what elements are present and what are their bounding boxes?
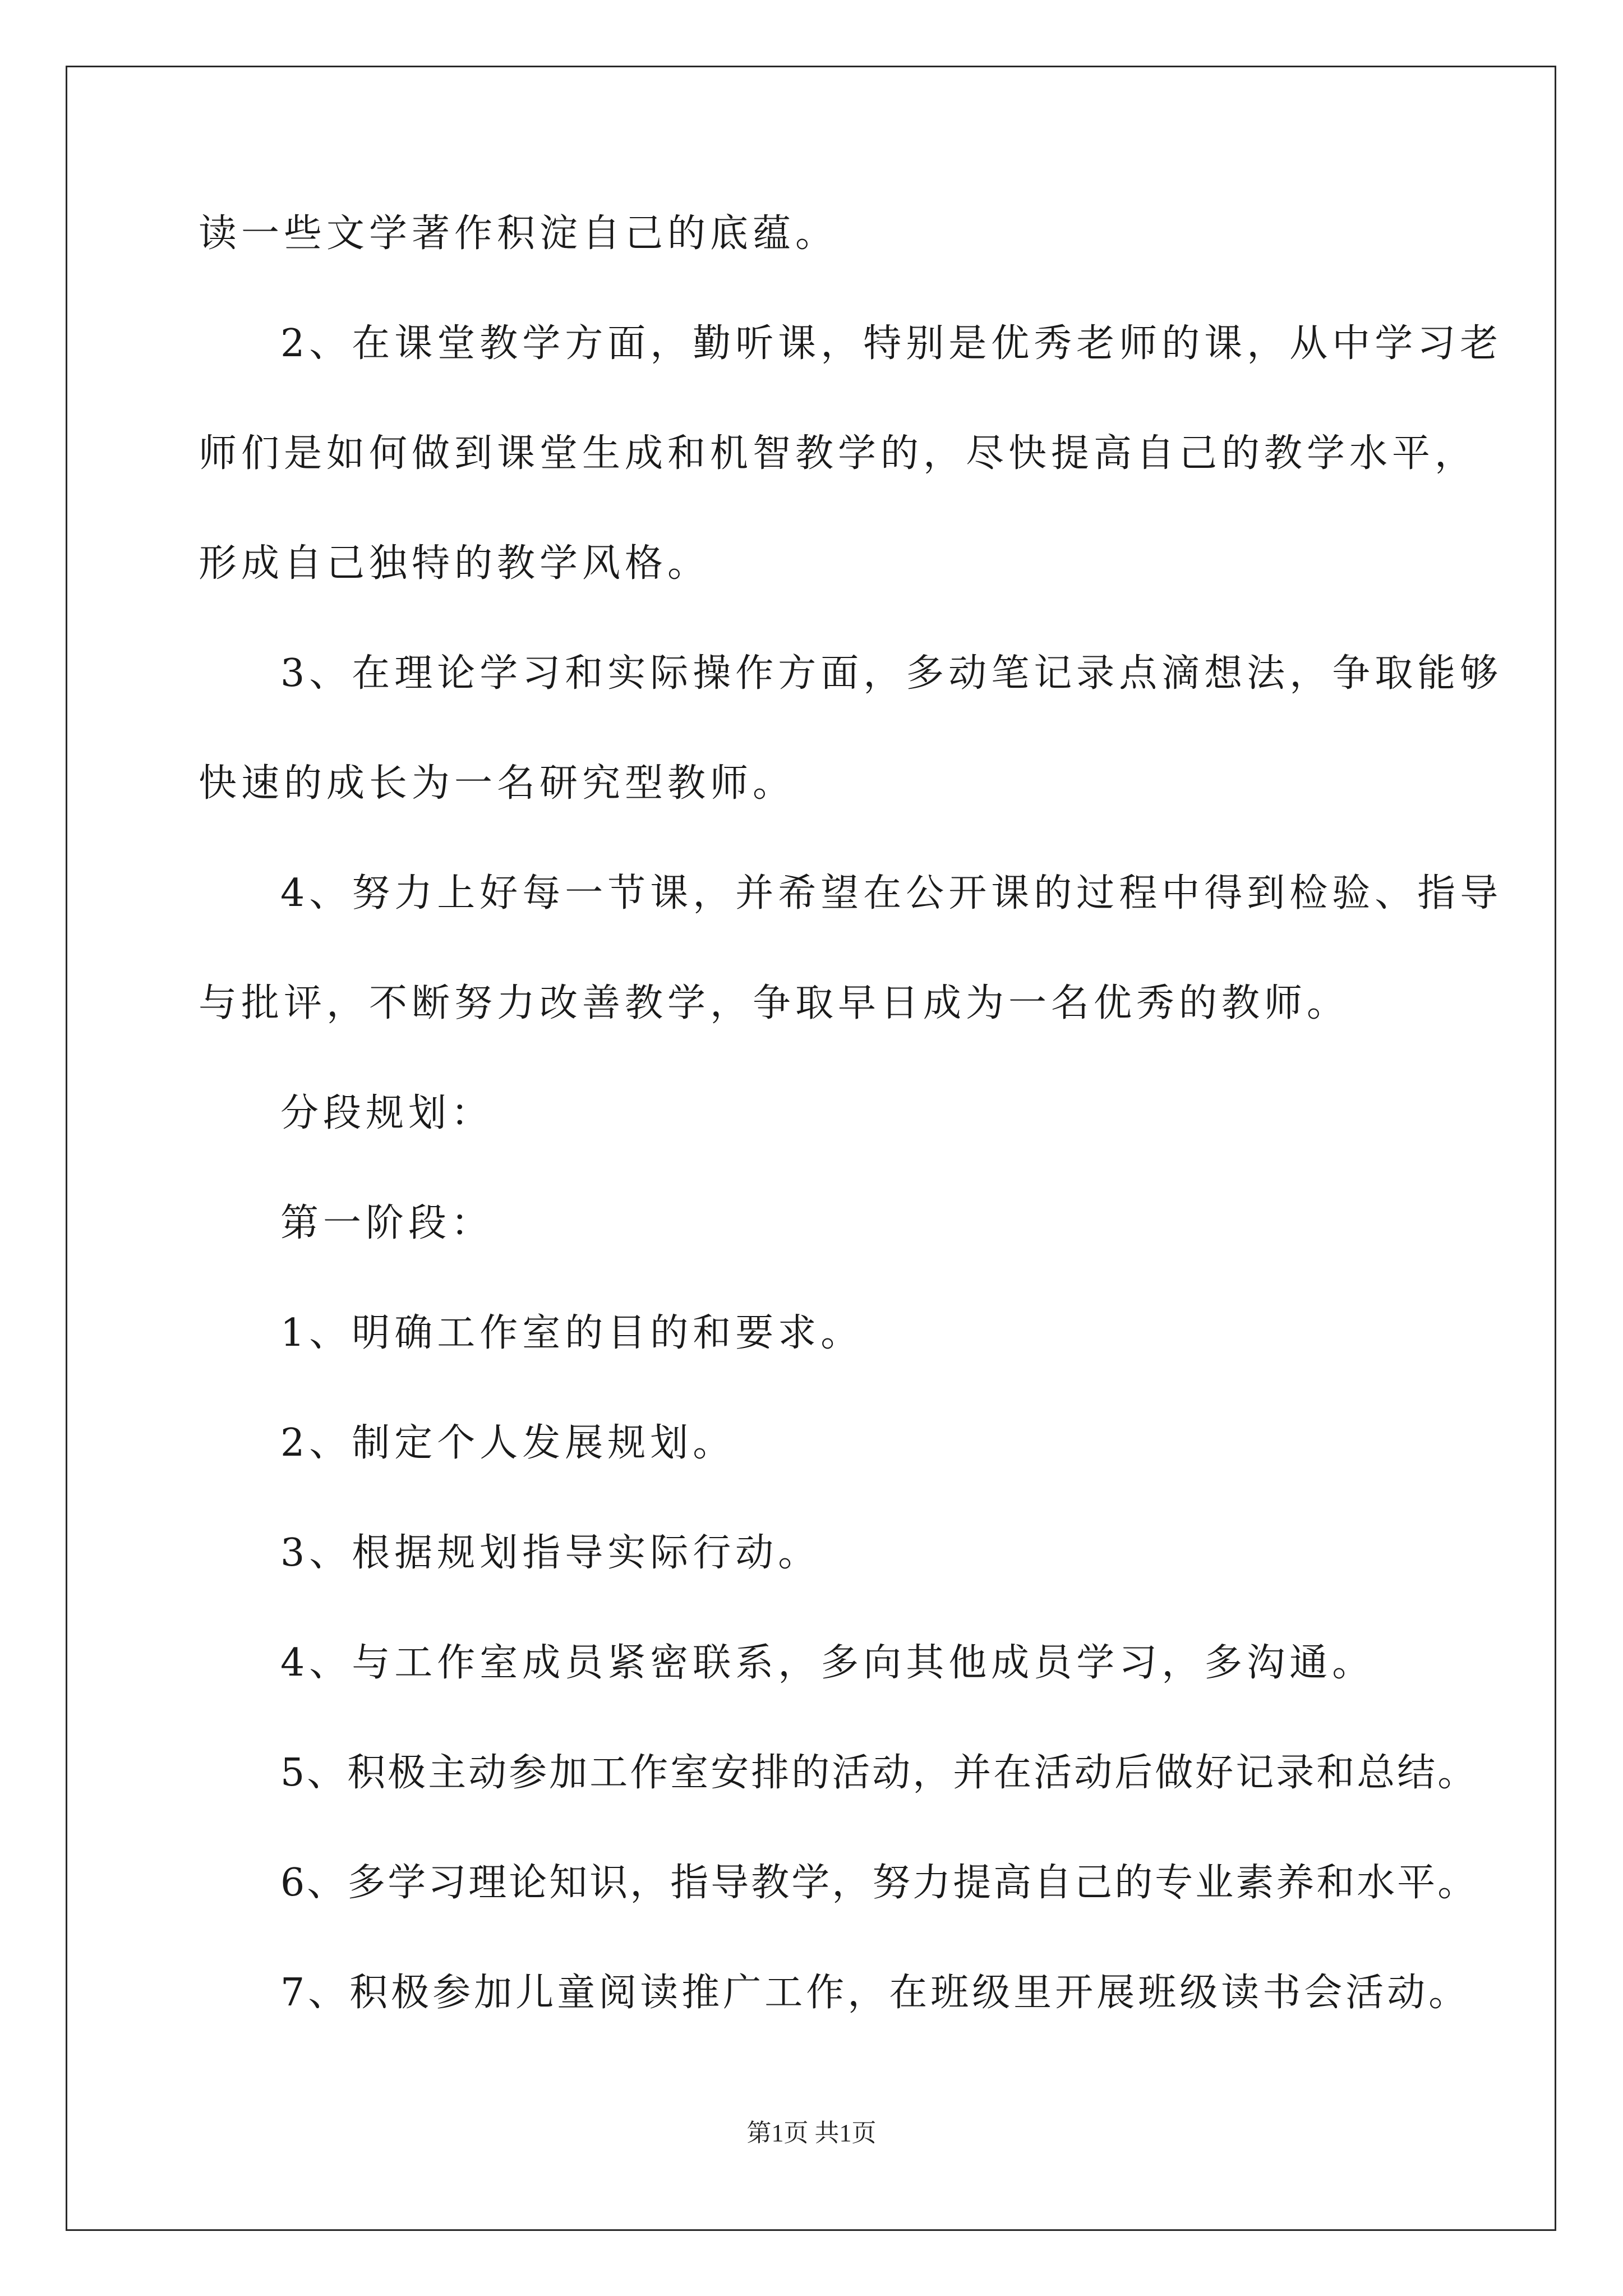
page-border <box>66 66 1556 2231</box>
list-item: 7、积极参加儿童阅读推广工作，在班级里开展班级读书会活动。 <box>280 1971 1470 2015</box>
list-item: 6、多学习理论知识，指导教学，努力提高自己的专业素养和水平。 <box>280 1861 1478 1905</box>
paragraph-line: 4、努力上好每一节课，并希望在公开课的过程中得到检验、指导 <box>280 871 1503 915</box>
list-item: 1、明确工作室的目的和要求。 <box>280 1311 864 1355</box>
list-item: 4、与工作室成员紧密联系，多向其他成员学习，多沟通。 <box>280 1641 1375 1685</box>
list-item: 2、制定个人发展规划。 <box>280 1421 736 1465</box>
paragraph-line: 形成自己独特的教学风格。 <box>199 541 711 586</box>
section-heading: 分段规划： <box>280 1091 494 1135</box>
paragraph-line: 师们是如何做到课堂生成和机智教学的，尽快提高自己的教学水平， <box>199 431 1478 476</box>
list-item: 5、积极主动参加工作室安排的活动，并在活动后做好记录和总结。 <box>280 1751 1478 1795</box>
paragraph-line: 3、在理论学习和实际操作方面，多动笔记录点滴想法，争取能够 <box>280 651 1503 696</box>
page-number-footer: 第1页 共1页 <box>746 2119 877 2147</box>
section-heading: 第一阶段： <box>280 1201 494 1245</box>
paragraph-line: 快速的成长为一名研究型教师。 <box>199 761 796 806</box>
paragraph-line: 与批评，不断努力改善教学，争取早日成为一名优秀的教师。 <box>199 981 1350 1025</box>
paragraph-line: 读一些文学著作积淀自己的底蕴。 <box>199 211 838 256</box>
list-item: 3、根据规划指导实际行动。 <box>280 1531 821 1575</box>
paragraph-line: 2、在课堂教学方面，勤听课，特别是优秀老师的课，从中学习老 <box>280 321 1503 366</box>
